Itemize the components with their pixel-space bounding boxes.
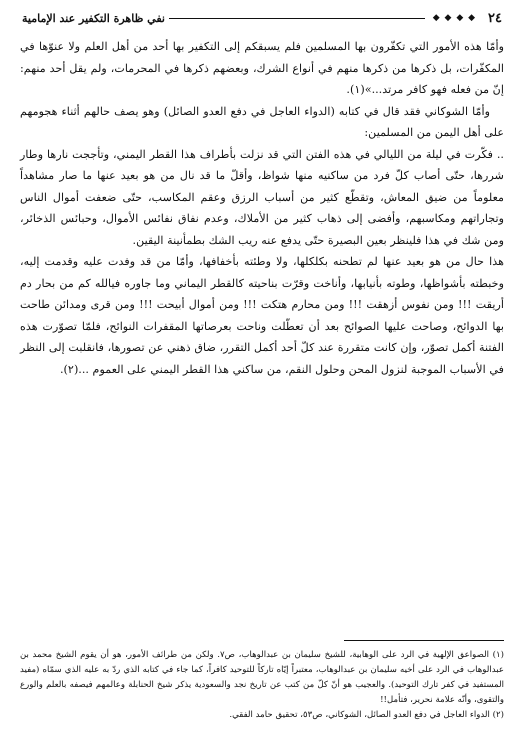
paragraph-shawkani: وأمّا الشوكاني فقد قال في كتابه (الدواء العاجل في دفع العدو الصائل) وهو يصف حالهم أثناء هجومهم على أهل اليمن من المسلمين: — [20, 104, 504, 139]
header-rule — [169, 18, 425, 19]
footnote-separator — [344, 640, 504, 641]
footnotes — [20, 648, 504, 723]
paragraph-quote-2: هذا حال من هو بعيد عنها لم تطحنه بكلكلها، ولا وطئته بأخفافها، وأمّا من قد وفدت عليه وقدمت إليه، وخبطته بأشواظها، وطوته بأنيابها، وأناخت وقرّت بناحيته كالقطر اليماني وما جاوره فيالله كم من بحار دم أريقت !!! ومن نفوس أزهقت !!! ومن محارم هتكت !!! ومن أموال أبيحت !!! ومن قرى ومدائن طاحت بها الدوائح، وصاحت عليها الصوائح بعد أن تعطّلت وناحت بعرصاتها المقفرات النوائح، فلمّا تصوّرت هذه الفتنة أكمل تصوّر، وإن كانت متقررة عند كلّ أحد أكمل التقرر، ضاق ذهني عن تصورها، فانقلبت إلى النظر في الأسباب الموجبة لنزول المحن وحلول النقم، من ساكني هذا القطر اليمني على العموم ...(٢). — [20, 255, 504, 376]
running-header — [22, 8, 502, 28]
page-number: ٢٤ — [488, 10, 502, 26]
footnote-1: (١) الصواعق الإلهية في الرد على الوهابية، للشيخ سليمان بن عبدالوهاب، ص٧. ولكن من طرائف الأمور، هو أن يقوم الشيخ محمد بن عبدالوهاب في الرد على أخيه سليمان بن عبدالوهاب، معتبراً إيّاه تاركاً للتوحيد كافراً، كما جاء في كتابه الذي ردّ به عليه الذي سمّاه (مفيد المستفيد في كفر تارك التوحيد). والعجيب هو أنّ كلّ من كتب عن تاريخ نجد والسعودية يذكر شيخ الحنابلة وعالمهم فيصفه بالعلم والورع والتقوى، وأنّه علامة نحرير، فتأمل!! — [20, 650, 504, 705]
running-title: نفي ظاهرة التكفير عند الإمامية — [22, 11, 165, 25]
paragraph-intro: وأمّا هذه الأمور التي تكفّرون بها المسلمين فلم يسبقكم إلى التكفير بها أحد من أهل العلم ولا عنوّها في المكفّرات، بل ذكرها من ذكرها منهم في أنواع الشرك، وبعضهم ذكرها في المحرمات، ولم يقل أحد منهم: إنّ من فعله فهو كافر مرتد...»(١). — [20, 40, 504, 96]
header-ornament: ◆ ◆ ◆ ◆ — [432, 13, 477, 23]
paragraph-quote-1: .. فكّرت في ليلة من الليالي في هذه الفتن التي قد نزلت بأطراف هذا القطر اليمني، وتأججت نارها وطار شررها، حتّى أصاب كلّ فرد من ساكنيه منها شواظ، وأقلّ ما قد نال من هو بعيد عنها ما صار مشاهداً معلوماً من ضيق المعاش، وتقطّع كثير من أسباب الرزق وعقم المكاسب، حتّى ضعفت أموال الناس وتجاراتهم ومكاسبهم، وأفضى إلى ذهاب كثير من الأملاك، وعدم نفاق نفائس الأموال، وحبائس الذخائر، ومن شك في هذا فلينظر بعين البصيرة حتّى يدفع عنه ريب الشك بطمأنينة اليقين. — [20, 147, 504, 247]
page-body — [20, 36, 504, 380]
footnote-2: (٢) الدواء العاجل في دفع العدو الصائل، الشوكاني، ص٥٣، تحقيق حامد الفقي. — [229, 710, 504, 720]
